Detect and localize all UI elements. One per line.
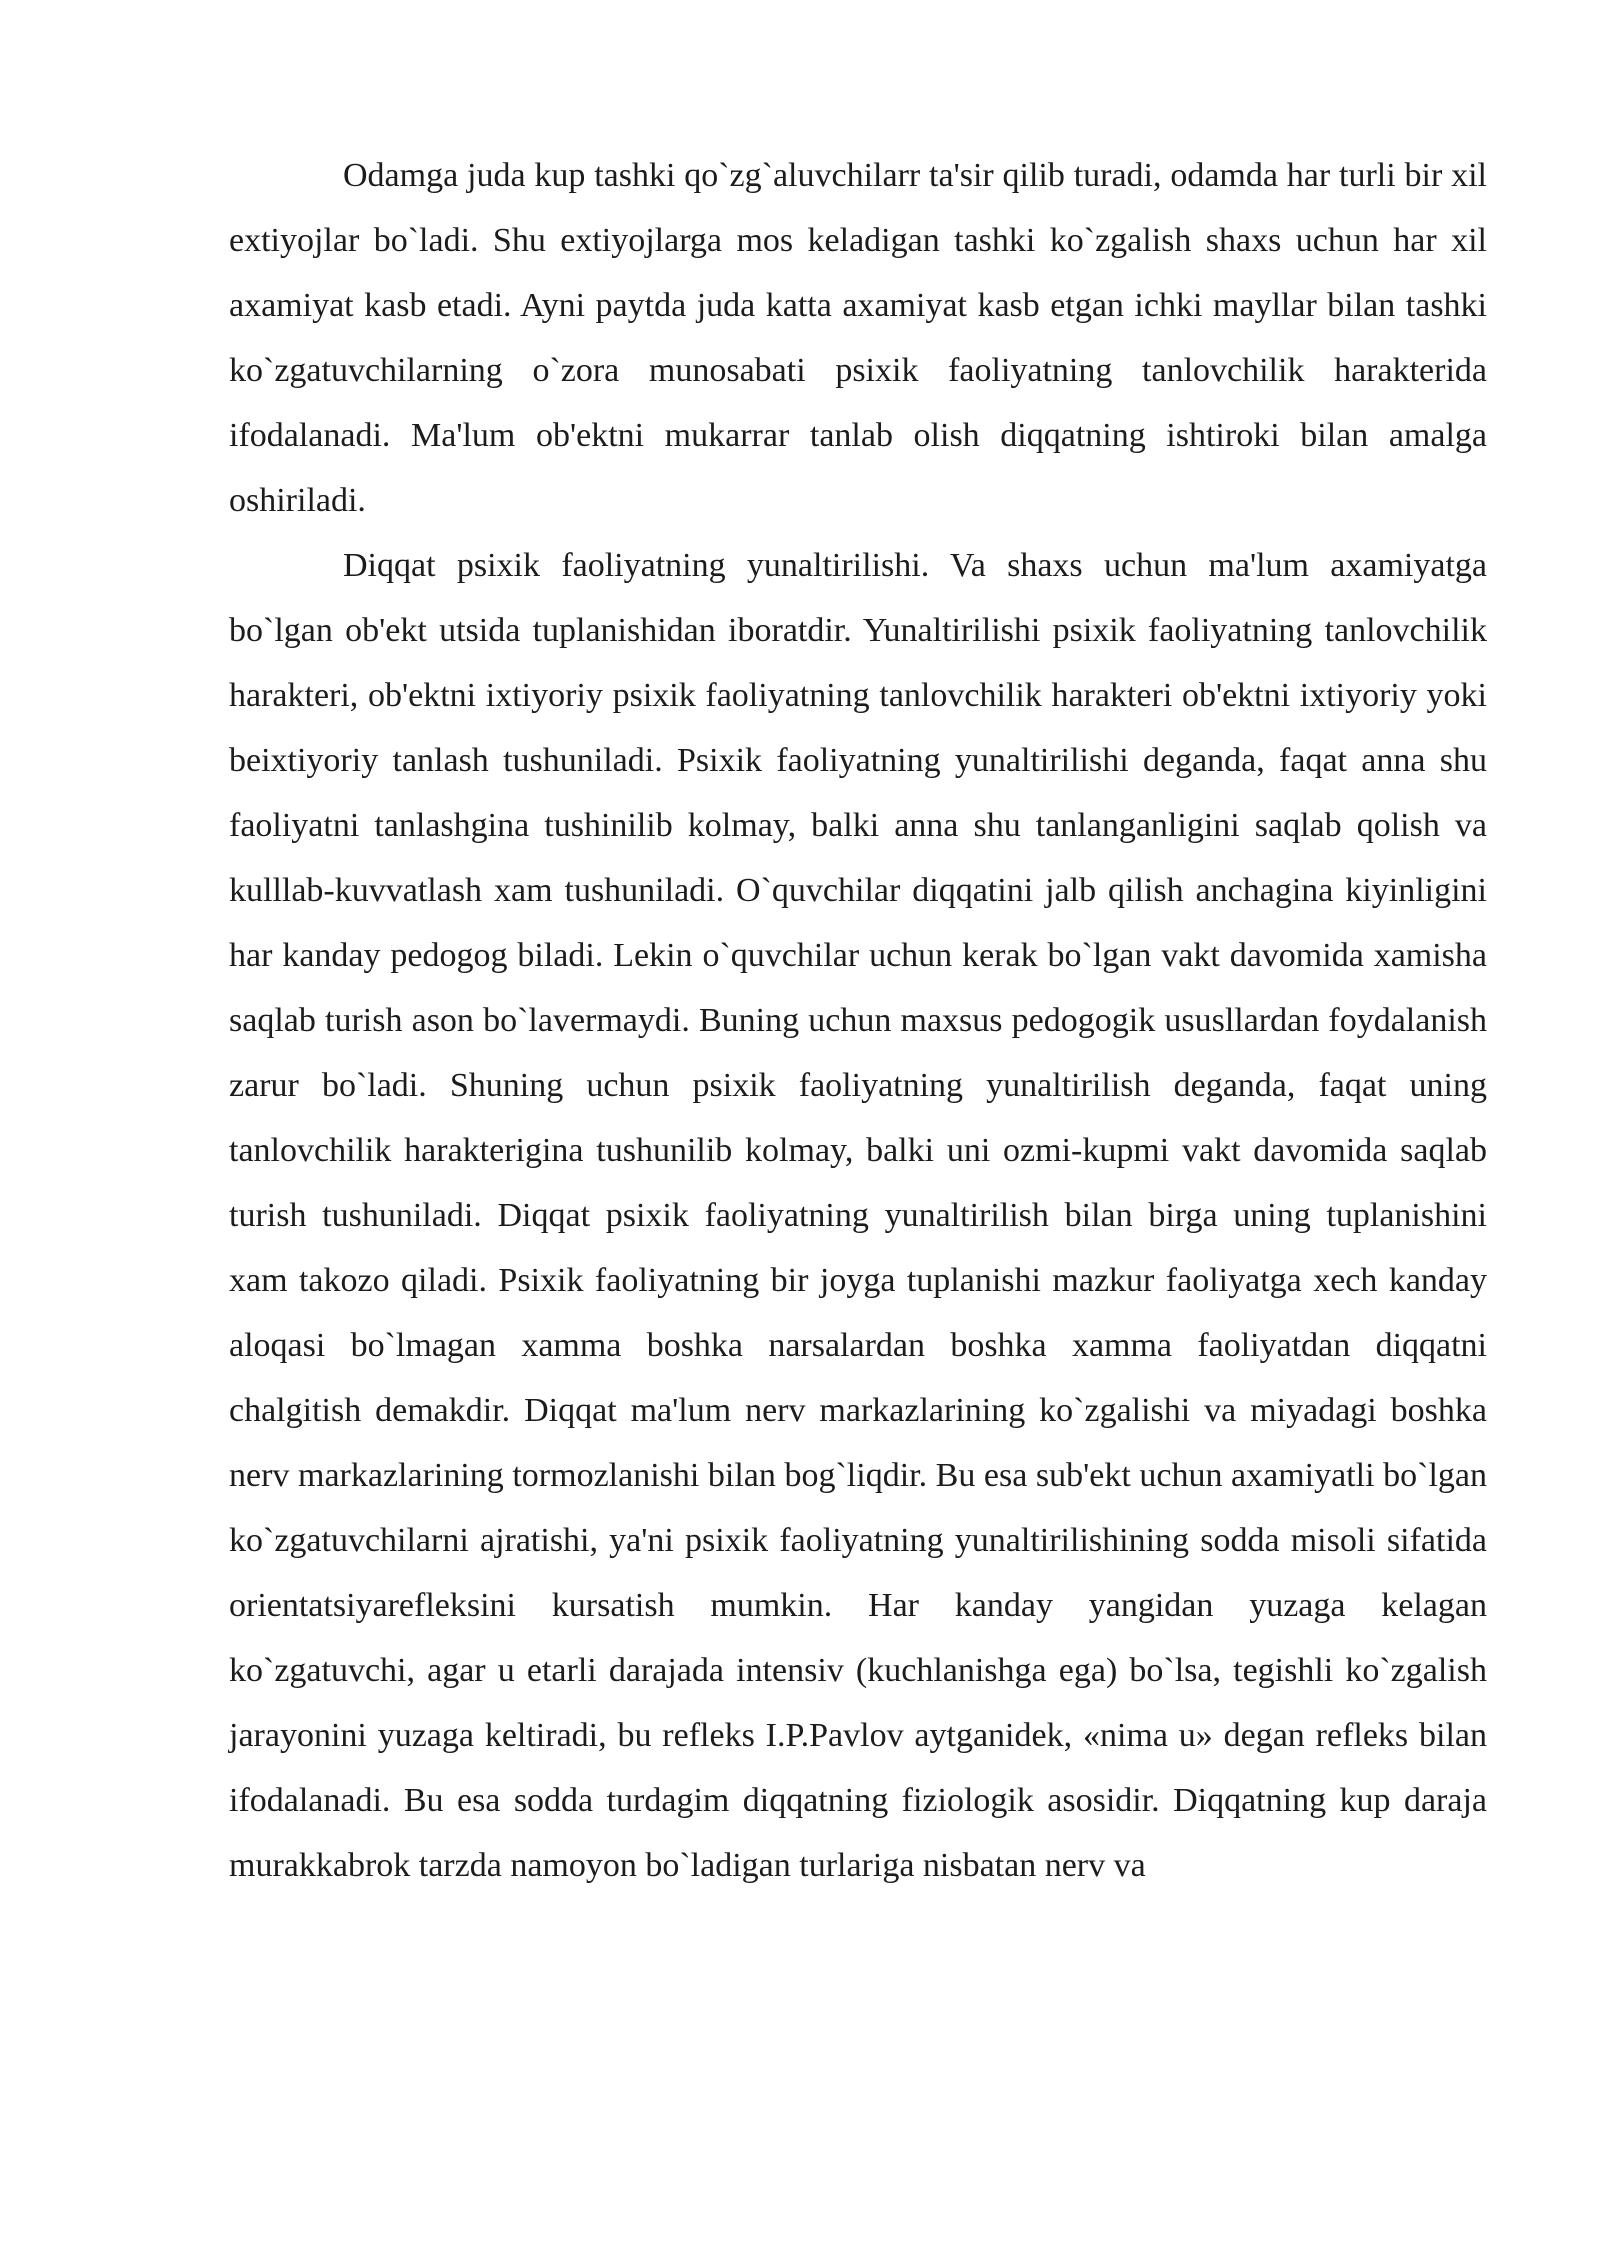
paragraph-2: Diqqat psixik faoliyatning yunaltirilishi. Va shaxs uchun ma'lum axamiyatga bo`lgan ob'ekt utsida tuplanishidan iboratdir. Yunaltirilishi psixik faoliyatning tanlovchilik harakteri, ob'ektni ixtiyoriy psixik faoliyatning tanlovchilik harakteri ob'ektni ixtiyoriy yoki beixtiyoriy tanlash tushuniladi. Psixik faoliyatning yunaltirilishi deganda, faqat anna shu faoliyatni tanlashgina tushinilib kolmay, balki anna shu tanlanganligini saqlab qolish va kulllab-kuvvatlash xam tushuniladi. O`quvchilar diqqatini jalb qilish anchagina kiyinligini har kanday pedogog biladi. Lekin o`quvchilar uchun kerak bo`lgan vakt davomida xamisha saqlab turish ason bo`lavermaydi. Buning uchun maxsus pedogogik ususllardan foydalanish zarur bo`ladi. Shuning uchun psixik faoliyatning yunaltirilish deganda, faqat uning tanlovchilik harakterigina tushunilib kolmay, balki uni ozmi-kupmi vakt davomida saqlab turish tushuniladi. Diqqat psixik faoliyatning yunaltirilish bilan birga uning tuplanishini xam takozo qiladi. Psixik faoliyatning bir joyga tuplanishi mazkur faoliyatga xech kanday aloqasi bo`lmagan xamma boshka narsalardan boshka xamma faoliyatdan diqqatni chalgitish demakdir. Diqqat ma'lum nerv markazlarining ko`zgalishi va miyadagi boshka nerv markazlarining tormozlanishi bilan bog`liqdir. Bu esa sub'ekt uchun axamiyatli bo`lgan ko`zgatuvchilarni ajratishi, ya'ni psixik faoliyatning yunaltirilishining sodda misoli sifatida orientatsiyarefleksini kursatish mumkin. Har kanday yangidan yuzaga kelagan ko`zgatuvchi, agar u etarli darajada intensiv (kuchlanishga ega) bo`lsa, tegishli ko`zgalish jarayonini yuzaga keltiradi, bu refleks I.P.Pavlov aytganidek, «nima u» degan refleks bilan ifodalanadi. Bu esa sodda turdagim diqqatning fiziologik asosidir. Diqqatning kup daraja murakkabrok tarzda namoyon bo`ladigan turlariga nisbatan nerv va [229,547,1487,1884]
body-text [229,143,1487,1898]
paragraph-1: Odamga juda kup tashki qo`zg`aluvchilarr ta'sir qilib turadi, odamda har turli bir xil extiyojlar bo`ladi. Shu extiyojlarga mos keladigan tashki ko`zgalish shaxs uchun har xil axamiyat kasb etadi. Ayni paytda juda katta axamiyat kasb etgan ichki mayllar bilan tashki ko`zgatuvchilarning o`zora munosabati psixik faoliyatning tanlovchilik harakterida ifodalanadi. Ma'lum ob'ektni mukarrar tanlab olish diqqatning ishtiroki bilan amalga oshiriladi. [229,157,1487,519]
